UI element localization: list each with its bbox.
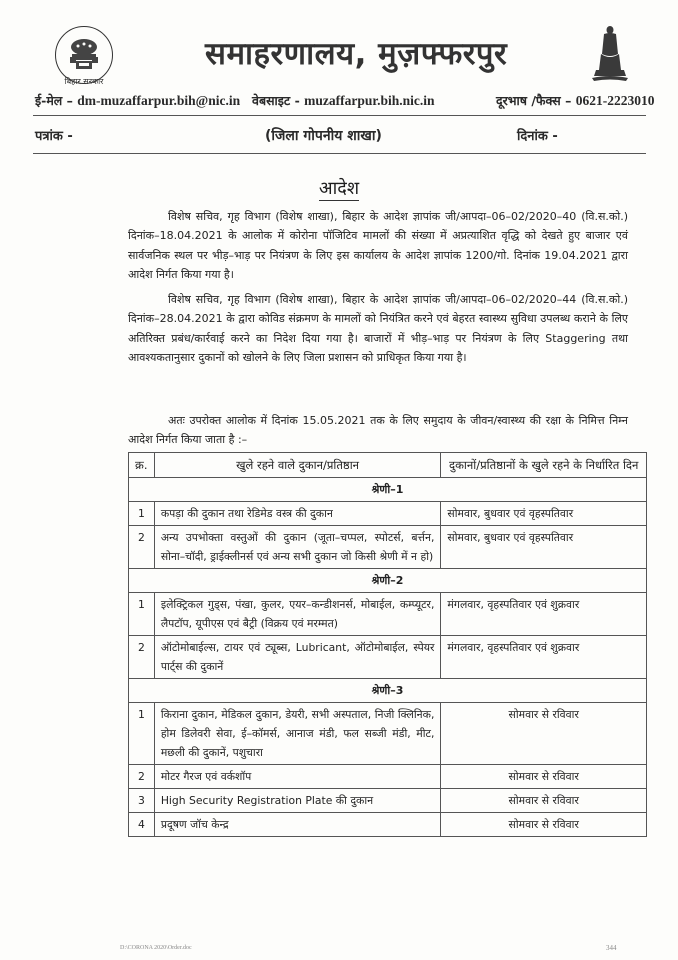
bodhi-tree-icon	[64, 35, 104, 75]
email-link[interactable]: dm-muzaffarpur.bih@nic.in	[77, 93, 241, 108]
row-serial: 1	[129, 502, 155, 526]
header-divider	[33, 115, 646, 116]
branch-name: (जिला गोपनीय शाखा)	[265, 128, 382, 144]
row-shop: किराना दुकान, मेडिकल दुकान, डेयरी, सभी अस्पताल, निजी क्लिनिक, होम डिलेवरी सेवा, ई–कॉमर्स, आनाज मंडी, फल सब्जी मंडी, मीट, मछली की दुकानें, पशुचारा	[154, 703, 441, 765]
table-row	[129, 789, 647, 813]
row-shop: अन्य उपभोक्ता वस्तुओं की दुकान (जूता–चप्पल, स्पोटर्स, बर्त्तन, सोना–चॉदी, ड्राईक्लीनर्स एवं अन्य सभी दुकान जो किसी श्रेणी में न हो)	[154, 526, 441, 569]
paragraph-3	[128, 411, 628, 450]
category-label: श्रेणी–1	[129, 478, 647, 502]
row-days: सोमवार से रविवार	[441, 765, 647, 789]
row-days: सोमवार से रविवार	[441, 813, 647, 837]
row-serial: 3	[129, 789, 155, 813]
row-shop: कपड़ा की दुकान तथा रेडिमेड वस्त्र की दुकान	[154, 502, 441, 526]
emblem-caption: बिहार सरकार	[64, 77, 104, 86]
paragraph-1-text: विशेष सचिव, गृह विभाग (विशेष शाखा), बिहार के आदेश ज्ञापांक जी/आपदा–06–02/2020–40 (वि.स.को.) दिनांक–18.04.2021 के आलोक में कोरोना पॉजिटिव मामलों की संख्या में अप्रत्याशित वृद्धि को देखते हुए बाजार एवं सार्वजनिक स्थल पर भीड़–भाड़ पर नियंत्रण के लिए इस कार्यालय के आदेश ज्ञापांक 1200/गो. दिनांक 19.04.2021 द्वारा आदेश निर्गत किया गया है।	[128, 210, 628, 282]
paragraph-3-text: अतः उपरोक्त आलोक में दिनांक 15.05.2021 तक के लिए समुदाय के जीवन/स्वास्थ्य की रक्षा के निमित्त निम्न आदेश निर्गत किया जाता है :–	[128, 414, 628, 447]
paragraph-2-text: विशेष सचिव, गृह विभाग (विशेष शाखा), बिहार के आदेश ज्ञापांक जी/आपदा–06–02/2020–44 (वि.स.को.) दिनांक–28.04.2021 के द्वारा कोविड संक्रमण के मामलों को नियंत्रित करने एवं बेहरत स्वास्थ्य सुविधा उपलब्ध कराने के लिए अतिरिक्त प्रबंध/कार्रवाई करने का निदेश दिया गया है। बाजारों में भीड़–भाड़ पर नियंत्रण के लिए Staggering तथा आवश्यकतानुसार दुकानों को खोलने के लिए जिला प्रशासन को प्राधिकृत किया गया है।	[128, 293, 628, 365]
category-row	[129, 478, 647, 502]
table-row	[129, 636, 647, 679]
header-shop: खुले रहने वाले दुकान/प्रतिष्ठान	[154, 453, 441, 478]
order-heading-text: आदेश	[318, 178, 360, 199]
header-days: दुकानों/प्रतिष्ठानों के खुले रहने के निर्धारित दिन	[441, 453, 647, 478]
website-info	[252, 92, 435, 109]
row-serial: 2	[129, 636, 155, 679]
category-label: श्रेणी–3	[129, 679, 647, 703]
row-serial: 2	[129, 526, 155, 569]
row-serial: 1	[129, 703, 155, 765]
phone-info	[496, 92, 654, 109]
row-shop: मोटर गैरज एवं वर्कशॉप	[154, 765, 441, 789]
row-days: मंगलवार, वृहस्पतिवार एवं शुक्रवार	[441, 593, 647, 636]
paragraph-1	[128, 207, 628, 285]
row-serial: 4	[129, 813, 155, 837]
reference-divider	[33, 153, 646, 154]
row-days: सोमवार से रविवार	[441, 703, 647, 765]
header-serial: क्र.	[129, 453, 155, 478]
letter-number-label: पत्रांक -	[35, 129, 73, 144]
phone-label: दूरभाष /फैक्स –	[496, 93, 572, 108]
row-shop: ऑटोमोबाईल्स, टायर एवं ट्यूब्स, Lubricant, ऑटोमोबाईल, स्पेयर पार्ट्स की दुकानें	[154, 636, 441, 679]
footer-filename: D:\CORONA 2020\Order.doc	[120, 945, 192, 951]
table-row	[129, 526, 647, 569]
row-shop: इलेक्ट्रिकल गुड्स, पंखा, कुलर, एयर–कन्डीशनर्स, मोबाईल, कम्प्यूटर, लैपटॉप, यूपीएस एवं बैट्री (विक्रय एवं मरम्मत)	[154, 593, 441, 636]
statue-emblem-icon	[592, 24, 628, 84]
phone-number: 0621-2223010	[575, 93, 655, 108]
website-link[interactable]: muzaffarpur.bih.nic.in	[304, 93, 435, 108]
row-days: मंगलवार, वृहस्पतिवार एवं शुक्रवार	[441, 636, 647, 679]
table-row	[129, 593, 647, 636]
category-label: श्रेणी–2	[129, 569, 647, 593]
paragraph-2	[128, 290, 628, 368]
row-serial: 1	[129, 593, 155, 636]
order-heading	[0, 176, 678, 200]
category-row	[129, 679, 647, 703]
category-row	[129, 569, 647, 593]
email-label: ई-मेल –	[35, 93, 73, 108]
table-row	[129, 813, 647, 837]
table-header-row	[129, 453, 647, 478]
row-days: सोमवार, बुधवार एवं वृहस्पतिवार	[441, 502, 647, 526]
office-title: समाहरणालय, मुज़फ्फरपुर	[205, 36, 508, 72]
table-row	[129, 703, 647, 765]
row-days: सोमवार, बुधवार एवं वृहस्पतिवार	[441, 526, 647, 569]
row-serial: 2	[129, 765, 155, 789]
row-shop: High Security Registration Plate की दुकान	[154, 789, 441, 813]
table-row	[129, 765, 647, 789]
shop-schedule-table	[128, 452, 647, 837]
website-label: वेबसाइट -	[252, 93, 300, 108]
row-shop: प्रदूषण जॉच केन्द्र	[154, 813, 441, 837]
row-days: सोमवार से रविवार	[441, 789, 647, 813]
footer-page-ref: 344	[606, 944, 617, 952]
table-row	[129, 502, 647, 526]
email-info	[35, 92, 240, 109]
date-label: दिनांक -	[517, 129, 558, 144]
